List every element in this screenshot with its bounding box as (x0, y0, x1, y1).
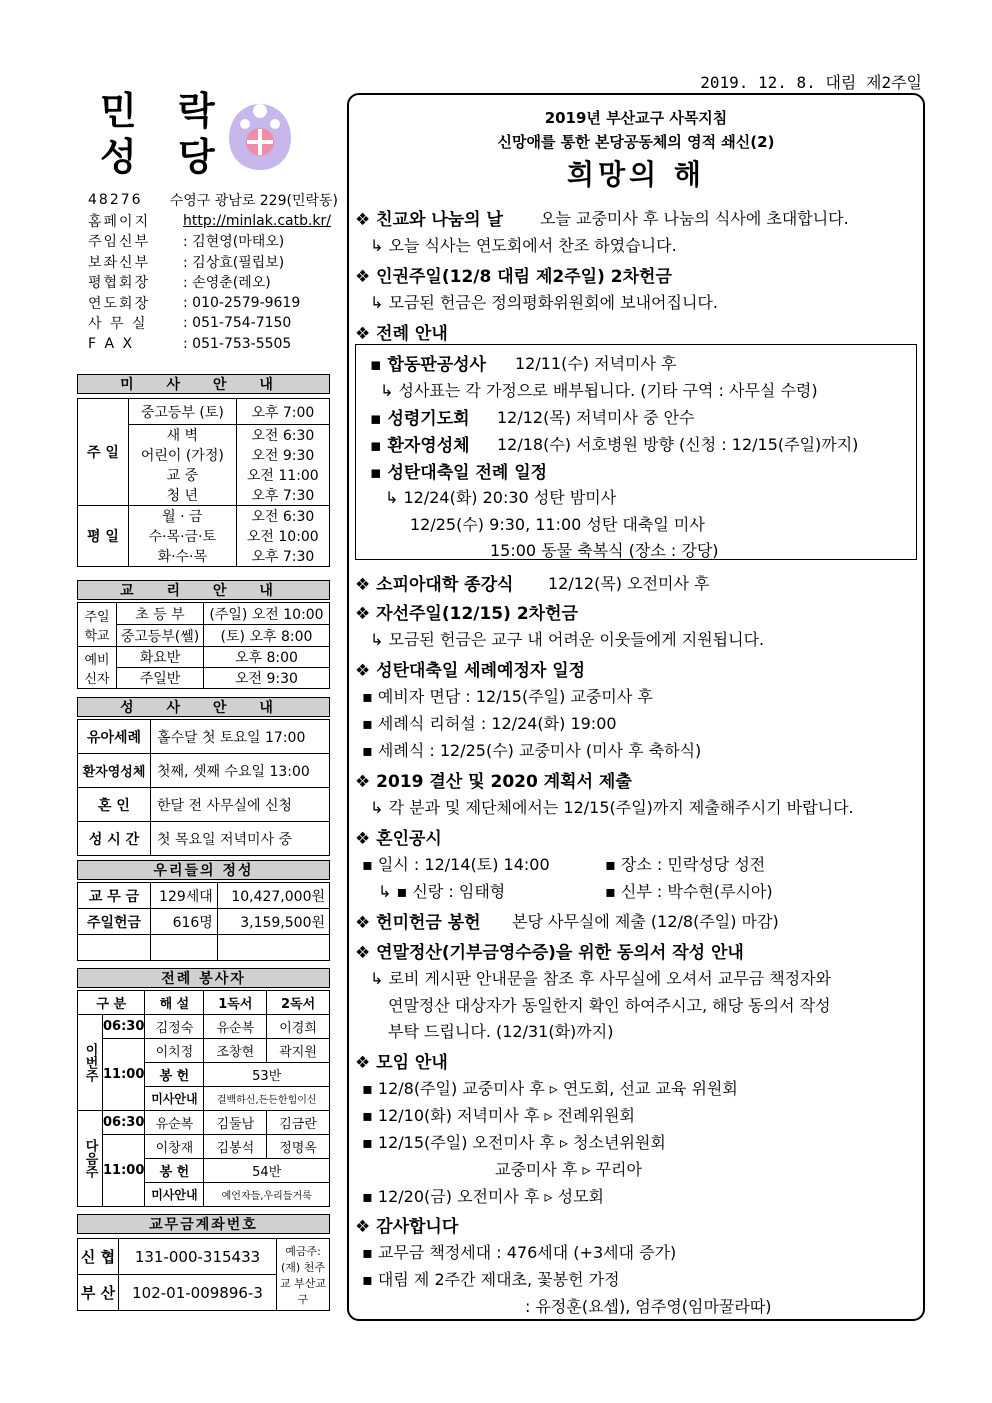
liturgy-servers: 전례 봉사자 구 분 해 설 1독서 2독서 이번주 06:30 김정숙 유순복 이경희 11:00 이치정 조창현 곽지원 봉 헌 53반 미사안내 걸백하신,든든한힘이신 다음주 06:30 유순복 김둘남 김금란 11:00 이창재 김봉석 정명옥 봉 헌 54반 미사안내 예언자들,우리들거룩 (77, 968, 330, 1207)
weekday-label: 평 일 (78, 506, 129, 567)
notice-heading: ❖ 성탄대축일 세례예정자 일정 (355, 661, 586, 681)
sacrament-title: 성 사 안 내 (77, 697, 330, 717)
pastoral-guideline: 2019년 부산교구 사목지침 (544, 109, 728, 127)
account-holder: 예금주: (재) 천주교 부산교구 (277, 1239, 330, 1311)
church-name (100, 88, 229, 180)
info-row: 연도회장 : 010-2579-9619 (88, 294, 301, 312)
mass-schedule: 미 사 안 내 주 일 중고등부 (토) 오후 7:00 새 벽 오전 6:30 어린이 (가정) 오전 9:30 교 중 오전 11:00 청 년 오후 7:30 평 일 월 · 금 오전 6:30 수·목·금·토 오전 10:00 화·수·목 오후 7:30 (77, 374, 330, 567)
info-row: 홈페이지 http://minlak.catb.kr/ (88, 211, 338, 232)
offering-info: 우리들의 정성 교 무 금 129세대 10,427,000원 주일헌금 616명 3,159,500원 (77, 860, 330, 961)
notice-heading: ❖ 인권주일(12/8 대림 제2주일) 2차헌금 (355, 267, 672, 287)
account-info: 교무금계좌번호 신 협 131-000-315433 예금주: (재) 천주교 부산교구 부 산 102-01-009896-3 (77, 1214, 330, 1311)
info-row: F A X : 051-753-5505 (88, 335, 292, 352)
info-row: 48276 수영구 광남로 229(민락동) (88, 192, 338, 210)
notice-heading: ❖ 친교와 나눔의 날 (355, 210, 503, 230)
guideline-subtitle: 신망애를 통한 본당공동체의 영적 쇄신(2) (497, 133, 775, 151)
notice-heading: ❖ 모임 안내 (355, 1053, 448, 1073)
sunday-label: 주 일 (78, 399, 129, 506)
info-row: 보좌신부 : 김상효(필립보) (88, 254, 285, 271)
notice-heading: ❖ 2019 결산 및 2020 계획서 제출 (355, 772, 632, 792)
church-name-line1: 민 락 (100, 88, 229, 133)
account-title: 교무금계좌번호 (77, 1214, 330, 1234)
homepage-link[interactable]: http://minlak.catb.kr/ (183, 212, 331, 229)
notice-heading: ❖ 헌미헌금 봉헌 (355, 913, 481, 933)
info-row: 평협회장 : 손영춘(레오) (88, 275, 271, 292)
notice-heading: ❖ 전례 안내 (355, 324, 448, 344)
notice-heading: ❖ 혼인공시 (355, 829, 442, 849)
bulletin-date: 2019. 12. 8. 대림 제2주일 (700, 73, 922, 92)
offering-title: 우리들의 정성 (77, 860, 330, 880)
mass-title: 미 사 안 내 (77, 374, 330, 394)
church-logo-icon (225, 98, 295, 172)
notice-heading: ❖ 연말정산(기부금영수증)을 위한 동의서 작성 안내 (355, 943, 744, 963)
notice-heading: ❖ 소피아대학 종강식 (355, 575, 514, 595)
church-name-line2: 성 당 (100, 134, 229, 179)
notice-heading: ❖ 감사합니다 (355, 1217, 459, 1237)
info-row: 사 무 실 : 051-754-7150 (88, 315, 292, 333)
doctrine-schedule: 교 리 안 내 주일 학교 초 등 부 (주일) 오전 10:00 중고등부(쎌) (토) 오후 8:00 예비 신자 화요반 오후 8:00 주일반 오전 9:30 (77, 580, 330, 689)
year-theme: 희망의 해 (567, 158, 705, 191)
servers-title: 전례 봉사자 (77, 968, 330, 988)
doctrine-title: 교 리 안 내 (77, 580, 330, 600)
info-row: 주임신부 : 김현영(마태오) (88, 234, 285, 251)
notice-heading: ❖ 자선주일(12/15) 2차헌금 (355, 604, 578, 624)
sacrament-info: 성 사 안 내 유아세례 홀수달 첫 토요일 17:00 환자영성체 첫째, 셋째 수요일 13:00 혼 인 한달 전 사무실에 신청 성 시 간 첫 목요일 저녁미사 중 (77, 697, 330, 856)
church-info (88, 190, 338, 354)
